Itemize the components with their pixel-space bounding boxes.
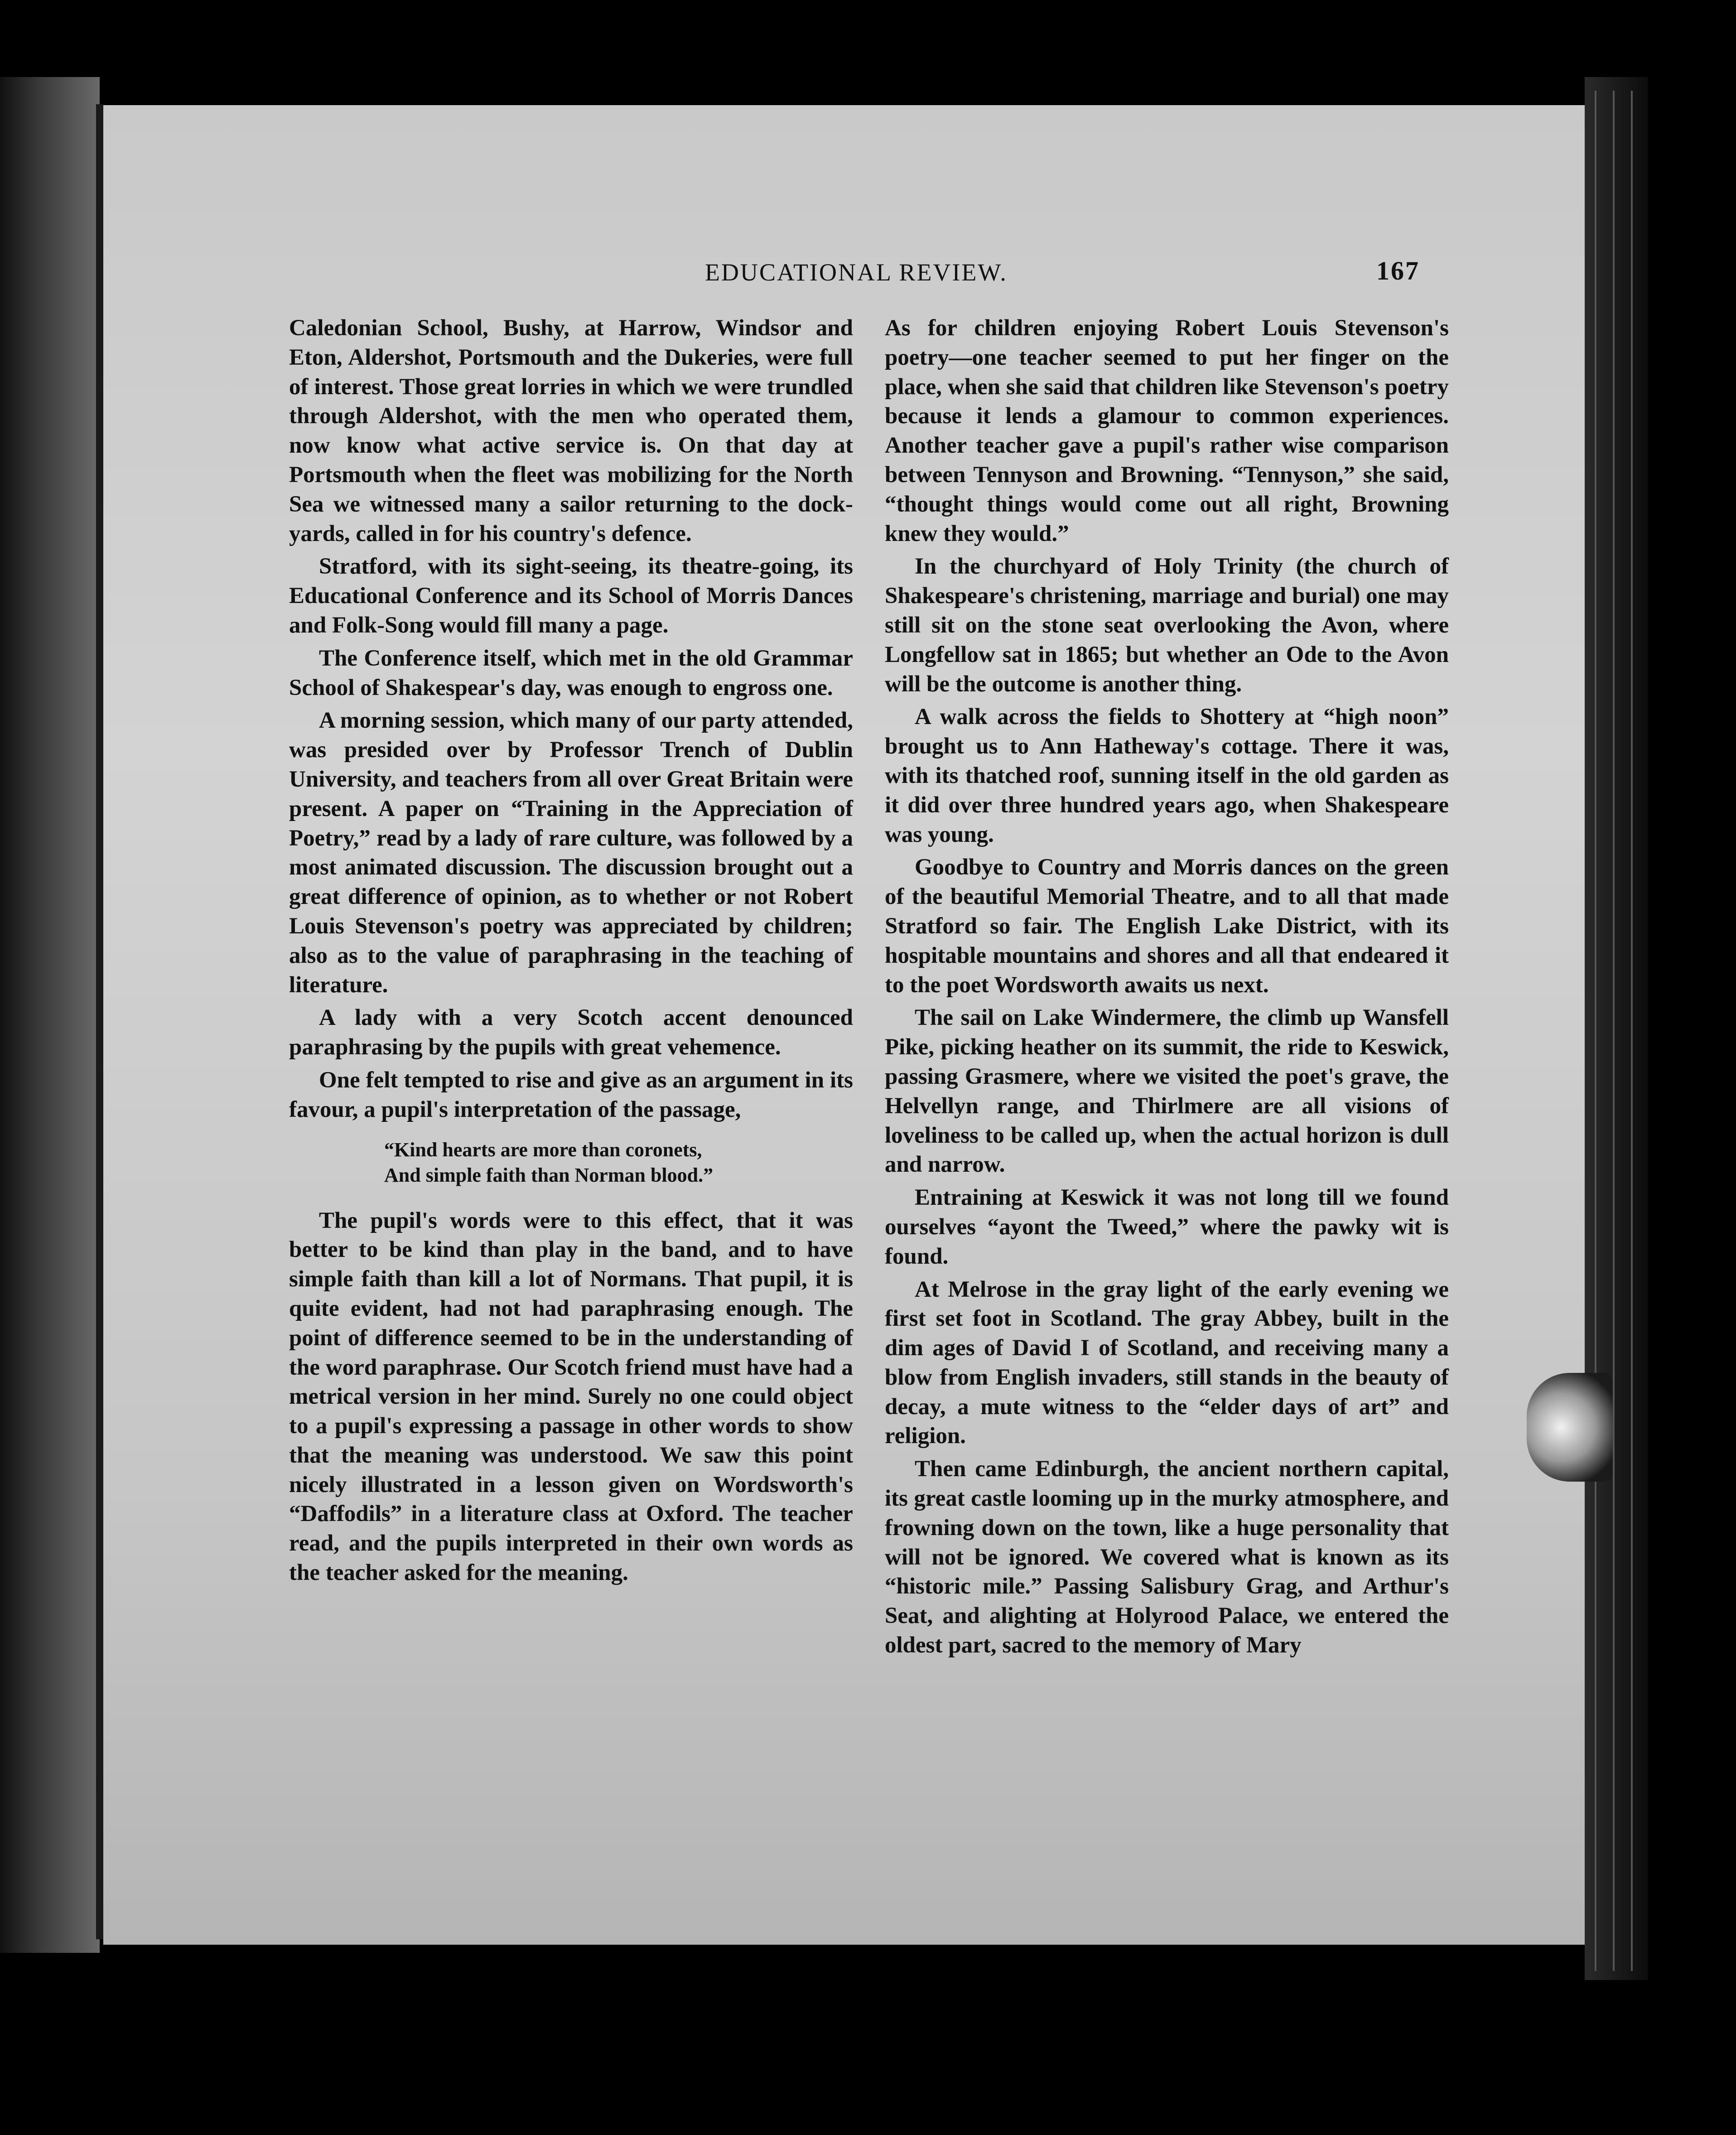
scanned-page bbox=[103, 105, 1585, 1945]
page-header bbox=[103, 258, 1585, 295]
page-number: 167 bbox=[1376, 256, 1420, 285]
paragraph: The pupil's words were to this effect, that it was better to be kind than play in the band, and to have simple faith than kill a lot of Normans. That pupil, it is quite evident, had not had paraphrasing enough. The point of difference seemed to be in the understanding of the word paraphrase. Our Scotch friend must have had a metrical version in her mind. Surely no one could object to a pupil's expressing a passage in other words to show that the meaning was understood. We saw this point nicely illustrated in a lesson given on Wordsworth's “Daffodils” in a literature class at Oxford. The teacher read, and the pupils interpreted in their own words as the teacher asked for the meaning. bbox=[289, 1208, 853, 1586]
page-edge-line bbox=[1595, 91, 1596, 1971]
paragraph: The Conference itself, which met in the old Grammar School of Shakespear's day, was enough to engross one. bbox=[289, 645, 853, 700]
paragraph: At Melrose in the gray light of the early evening we first set foot in Scotland. The gray Abbey, built in the dim ages of David I of Scotland, and receiving many a blow from English invaders, still stands in the beauty of decay, a mute witness to the “elder days of art” and religion. bbox=[885, 1276, 1449, 1449]
paragraph: A lady with a very Scotch accent denounced paraphrasing by the pupils with great vehemence. bbox=[289, 1005, 853, 1060]
paragraph: Goodbye to Country and Morris dances on the green of the beautiful Memorial Theatre, and to all that made Stratford so fair. The English Lake District, with its hospitable mountains and shores and all that endeared it to the poet Wordsworth awaits us next. bbox=[885, 855, 1449, 998]
paragraph: Entraining at Keswick it was not long till we found ourselves “ayont the Tweed,” where the pawky wit is found. bbox=[885, 1185, 1449, 1269]
paragraph: As for children enjoying Robert Louis Stevenson's poetry—one teacher seemed to put her finger on the place, when she said that children like Stevenson's poetry because it lends a glamour to common experiences. Another teacher gave a pupil's rather wise comparison between Tennyson and Browning. “Tennyson,” she said, “thought things would come out all right, Browning knew they would.” bbox=[885, 315, 1449, 546]
page-edge-line bbox=[1613, 91, 1615, 1971]
paragraph: In the churchyard of Holy Trinity (the church of Shakespeare's christening, marriage and burial) one may still sit on the stone seat overlooking the Avon, where Longfellow sat in 1865; but whether an Ode to the Avon will be the outcome is another thing. bbox=[885, 554, 1449, 697]
running-head: EDUCATIONAL REVIEW. bbox=[705, 259, 1008, 286]
paragraph: A walk across the fields to Shottery at “high noon” brought us to Ann Hatheway's cottage. There it was, with its thatched roof, sunning itself in the old garden as it did over three hundred years ago, when Shakespeare was young. bbox=[885, 704, 1449, 847]
paragraph: A morning session, which many of our party attended, was presided over by Professor Trench of Dublin University, and teachers from all over Great Britain were present. A paper on “Training in the Appreciation of Poetry,” read by a lady of rare culture, was followed by a most animated discussion. The discussion brought out a great difference of opinion, as to whether or not Robert Louis Stevenson's poetry was appreciated by children; also as to the value of paraphrasing in the teaching of literature. bbox=[289, 708, 853, 998]
right-column bbox=[885, 314, 1449, 1664]
page-stack-shadow bbox=[1585, 77, 1648, 1980]
page-edge-line bbox=[1631, 91, 1633, 1971]
paragraph: Then came Edinburgh, the ancient northern capital, its great castle looming up in the murky atmosphere, and frowning down on the town, like a huge personality that will not be ignored. We covered what is known as its “historic mile.” Passing Salisbury Grag, and Arthur's Seat, and alighting at Holyrood Palace, we entered the oldest part, sacred to the memory of Mary bbox=[885, 1456, 1449, 1658]
verse-quotation bbox=[384, 1137, 853, 1188]
page-clip bbox=[1527, 1373, 1613, 1482]
paragraph: Stratford, with its sight-seeing, its theatre-going, its Educational Conference and its School of Morris Dances and Folk-Song would fill many a page. bbox=[289, 554, 853, 638]
paragraph: The sail on Lake Windermere, the climb up Wansfell Pike, picking heather on its summit, the ride to Keswick, passing Grasmere, where we visited the poet's grave, the Helvellyn range, and Thirlmere are all visions of loveliness to be called up, when the actual horizon is dull and narrow. bbox=[885, 1005, 1449, 1178]
verse-line: “Kind hearts are more than coronets, bbox=[384, 1138, 702, 1161]
paragraph: One felt tempted to rise and give as an argument in its favour, a pupil's interpretation of the passage, bbox=[289, 1067, 853, 1122]
left-column bbox=[289, 314, 853, 1591]
facing-page-edge bbox=[0, 77, 100, 1953]
verse-line: And simple faith than Norman blood.” bbox=[384, 1164, 714, 1186]
book-gutter bbox=[96, 104, 103, 1939]
paragraph: Caledonian School, Bushy, at Harrow, Windsor and Eton, Aldershot, Portsmouth and the Dukeries, were full of interest. Those great lorries in which we were trundled through Aldershot, with the men who operated them, now know what active service is. On that day at Portsmouth when the fleet was mobilizing for the North Sea we witnessed many a sailor returning to the dock-yards, called in for his country's defence. bbox=[289, 315, 853, 546]
